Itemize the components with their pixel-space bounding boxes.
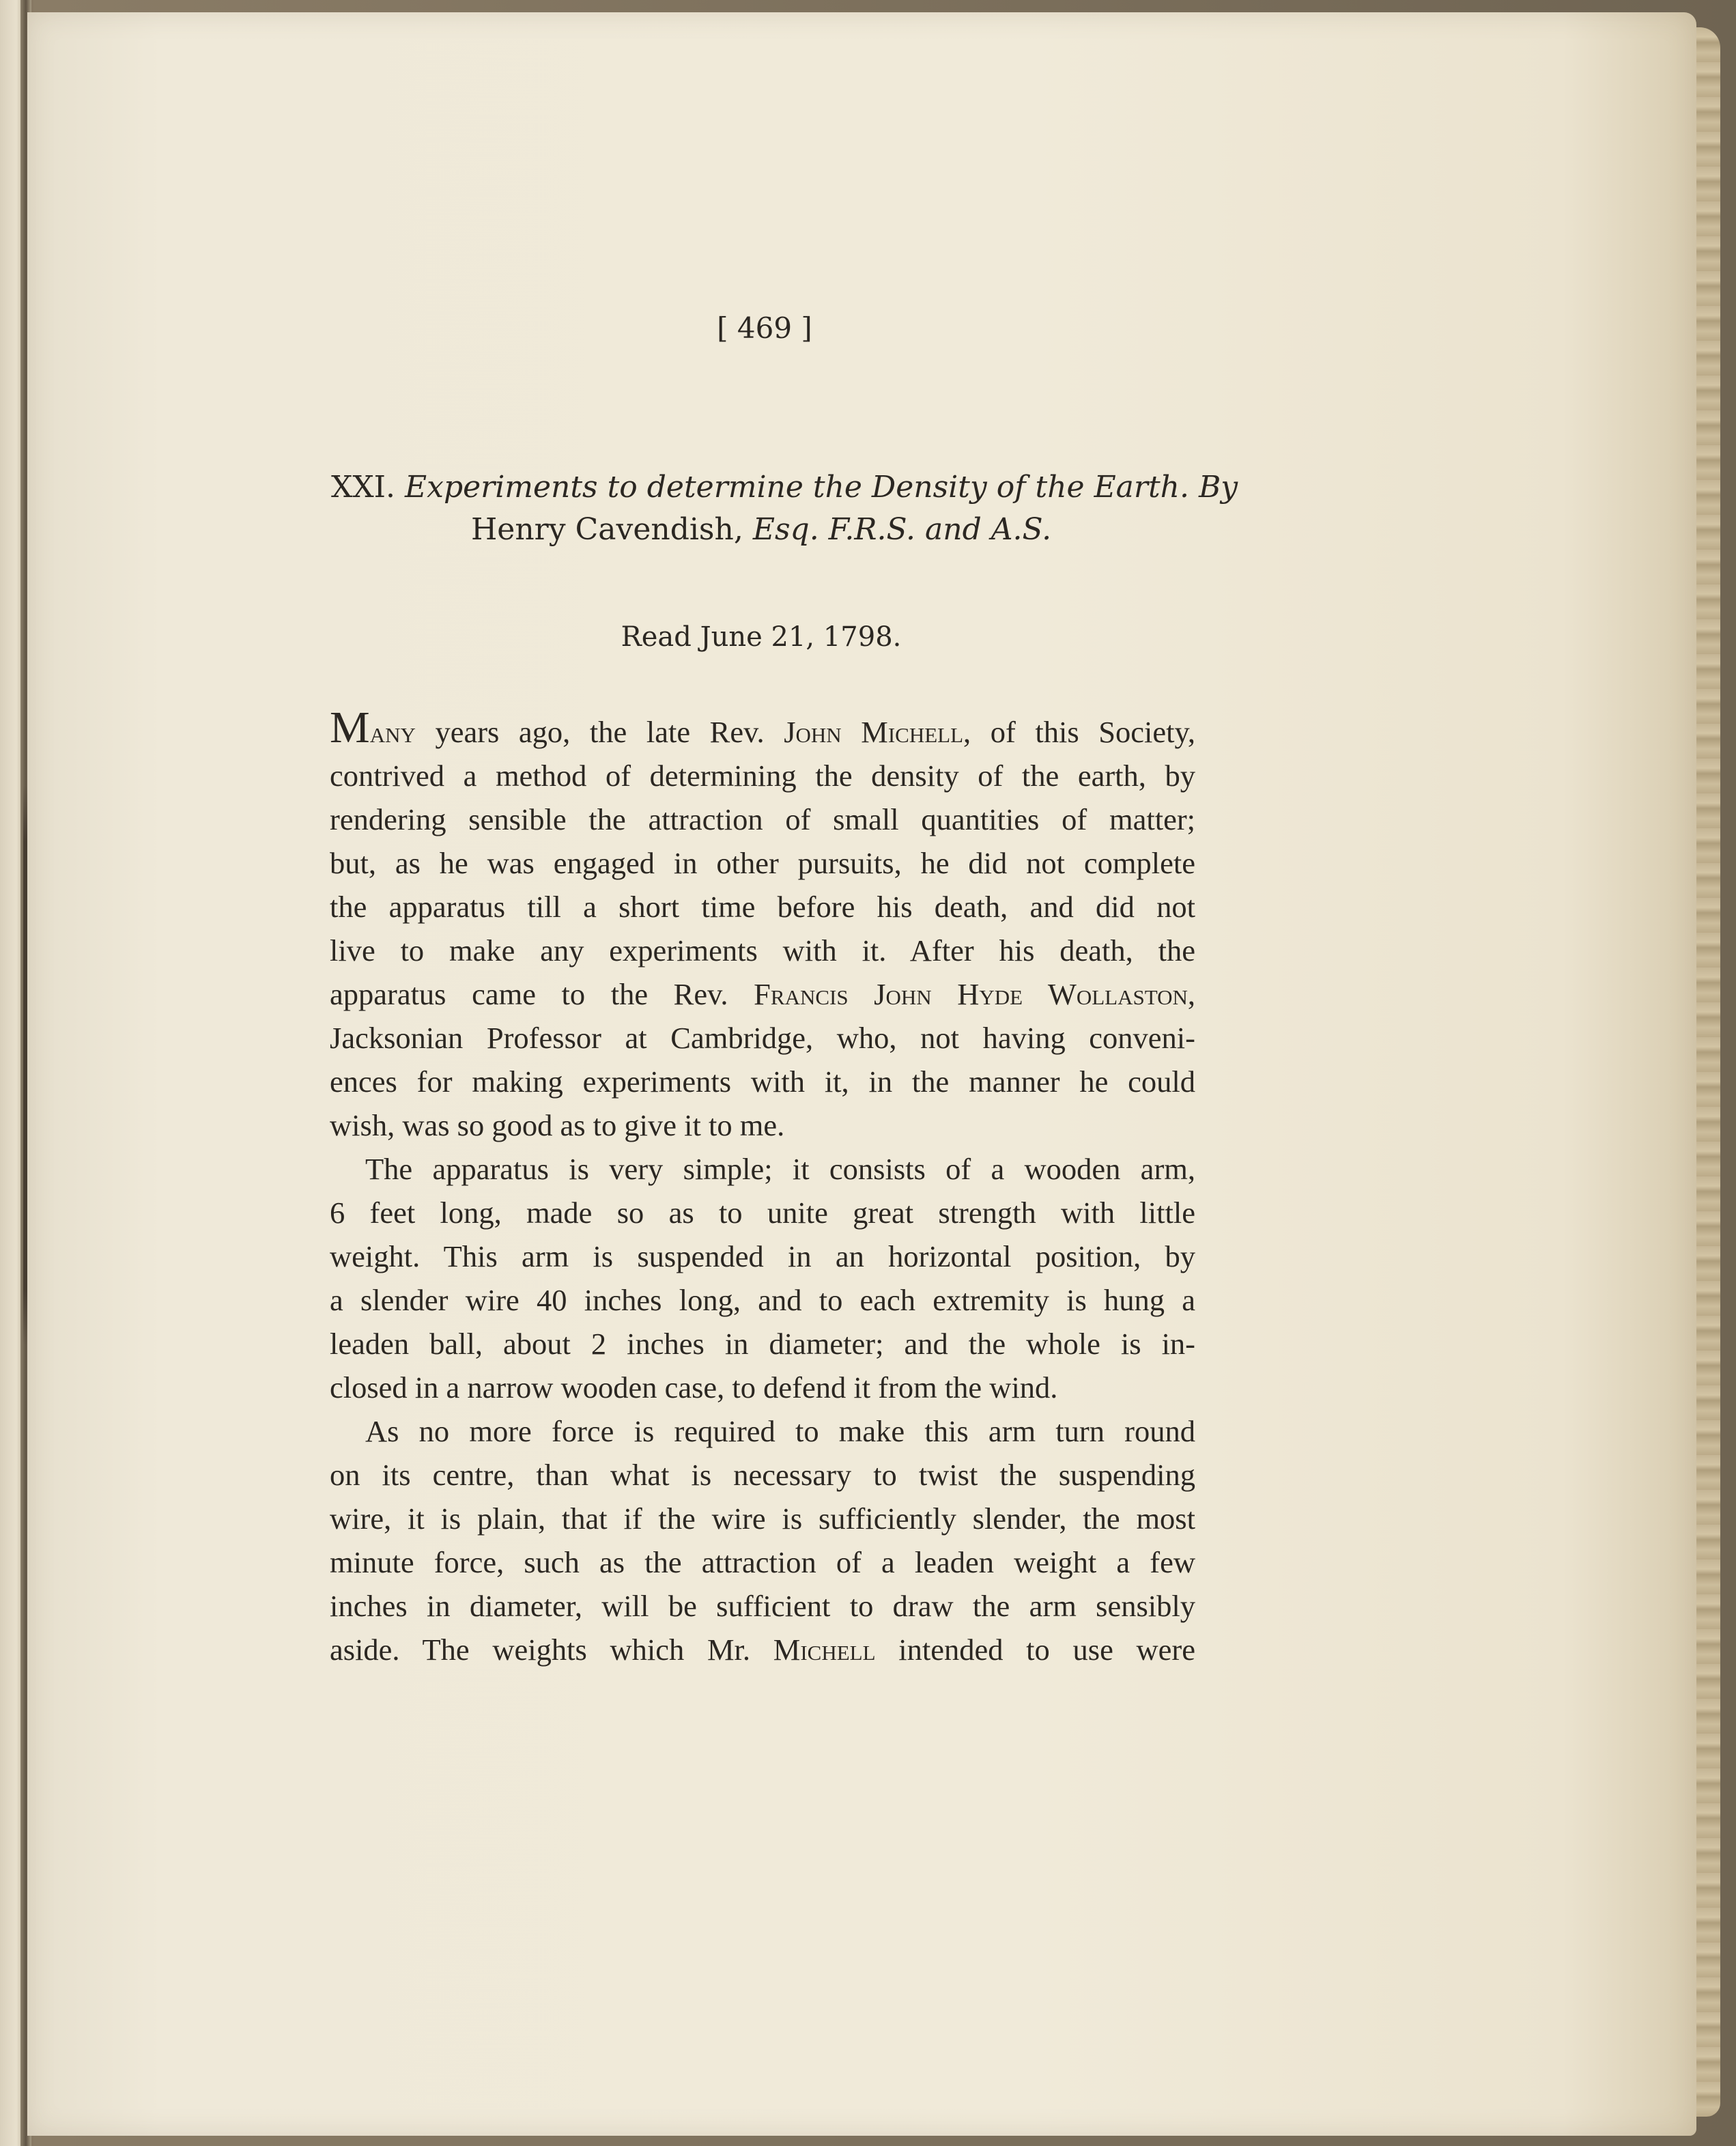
body-line: As no more force is required to make this arm turn round [365, 1414, 1195, 1448]
body-line: closed in a narrow wooden case, to defend it from the wind. [330, 1370, 1058, 1404]
person-name: Michell [773, 1633, 876, 1667]
body-line: weight. This arm is suspended in an horizontal position, by [330, 1239, 1195, 1273]
person-name: John Michell [784, 715, 964, 749]
body-line: Many years ago, the late Rev. John Michell, of this Society, [330, 703, 1196, 752]
body-line: the apparatus till a short time before his death, and did not [330, 890, 1195, 924]
article-title: Experiments to determine the Density of the Earth. [405, 470, 1189, 505]
body-line: inches in diameter, will be sufficient to draw the arm sensibly [330, 1589, 1195, 1623]
article-author [331, 512, 1191, 547]
article-number: XXI. [331, 470, 396, 505]
body-line: on its centre, than what is necessary to twist the suspending [330, 1458, 1195, 1492]
drop-cap: M [330, 703, 370, 752]
body-line: but, as he was engaged in other pursuits, he did not complete [330, 846, 1195, 880]
body-line: live to make any experiments with it. After his death, the [330, 933, 1195, 968]
body-line: ences for making experiments with it, in the manner he could [330, 1064, 1195, 1099]
body-line: contrived a method of determining the density of the earth, by [330, 759, 1195, 793]
article-body [330, 703, 1196, 1671]
body-line: wire, it is plain, that if the wire is sufficiently slender, the most [330, 1501, 1195, 1536]
read-date: Read June 21, 1798. [621, 621, 902, 653]
author-credentials: Esq. F.R.S. and A.S. [752, 512, 1052, 547]
body-line: leaden ball, about 2 inches in diameter; and the whole is in- [330, 1327, 1195, 1361]
body-line: apparatus came to the Rev. Francis John Hyde Wollaston, [330, 977, 1195, 1011]
body-line: rendering sensible the attraction of small quantities of matter; [330, 802, 1195, 836]
body-line: a slender wire 40 inches long, and to each extremity is hung a [330, 1283, 1195, 1317]
body-line: wish, was so good as to give it to me. [330, 1108, 785, 1142]
person-name: Francis John Hyde Wollaston [754, 977, 1188, 1011]
by-label: By [1198, 470, 1238, 505]
body-line: Jacksonian Professor at Cambridge, who, not having conveni- [330, 1021, 1195, 1055]
body-line: aside. The weights which Mr. Michell intended to use were [330, 1633, 1195, 1667]
article-title-line-1 [331, 470, 1238, 505]
body-line: 6 feet long, made so as to unite great strength with little [330, 1196, 1195, 1230]
body-line: The apparatus is very simple; it consists of a wooden arm, [365, 1152, 1195, 1186]
page-number: [ 469 ] [717, 311, 812, 345]
body-line: minute force, such as the attraction of a leaden weight a few [330, 1545, 1195, 1579]
author-name: Henry Cavendish, [470, 512, 743, 547]
